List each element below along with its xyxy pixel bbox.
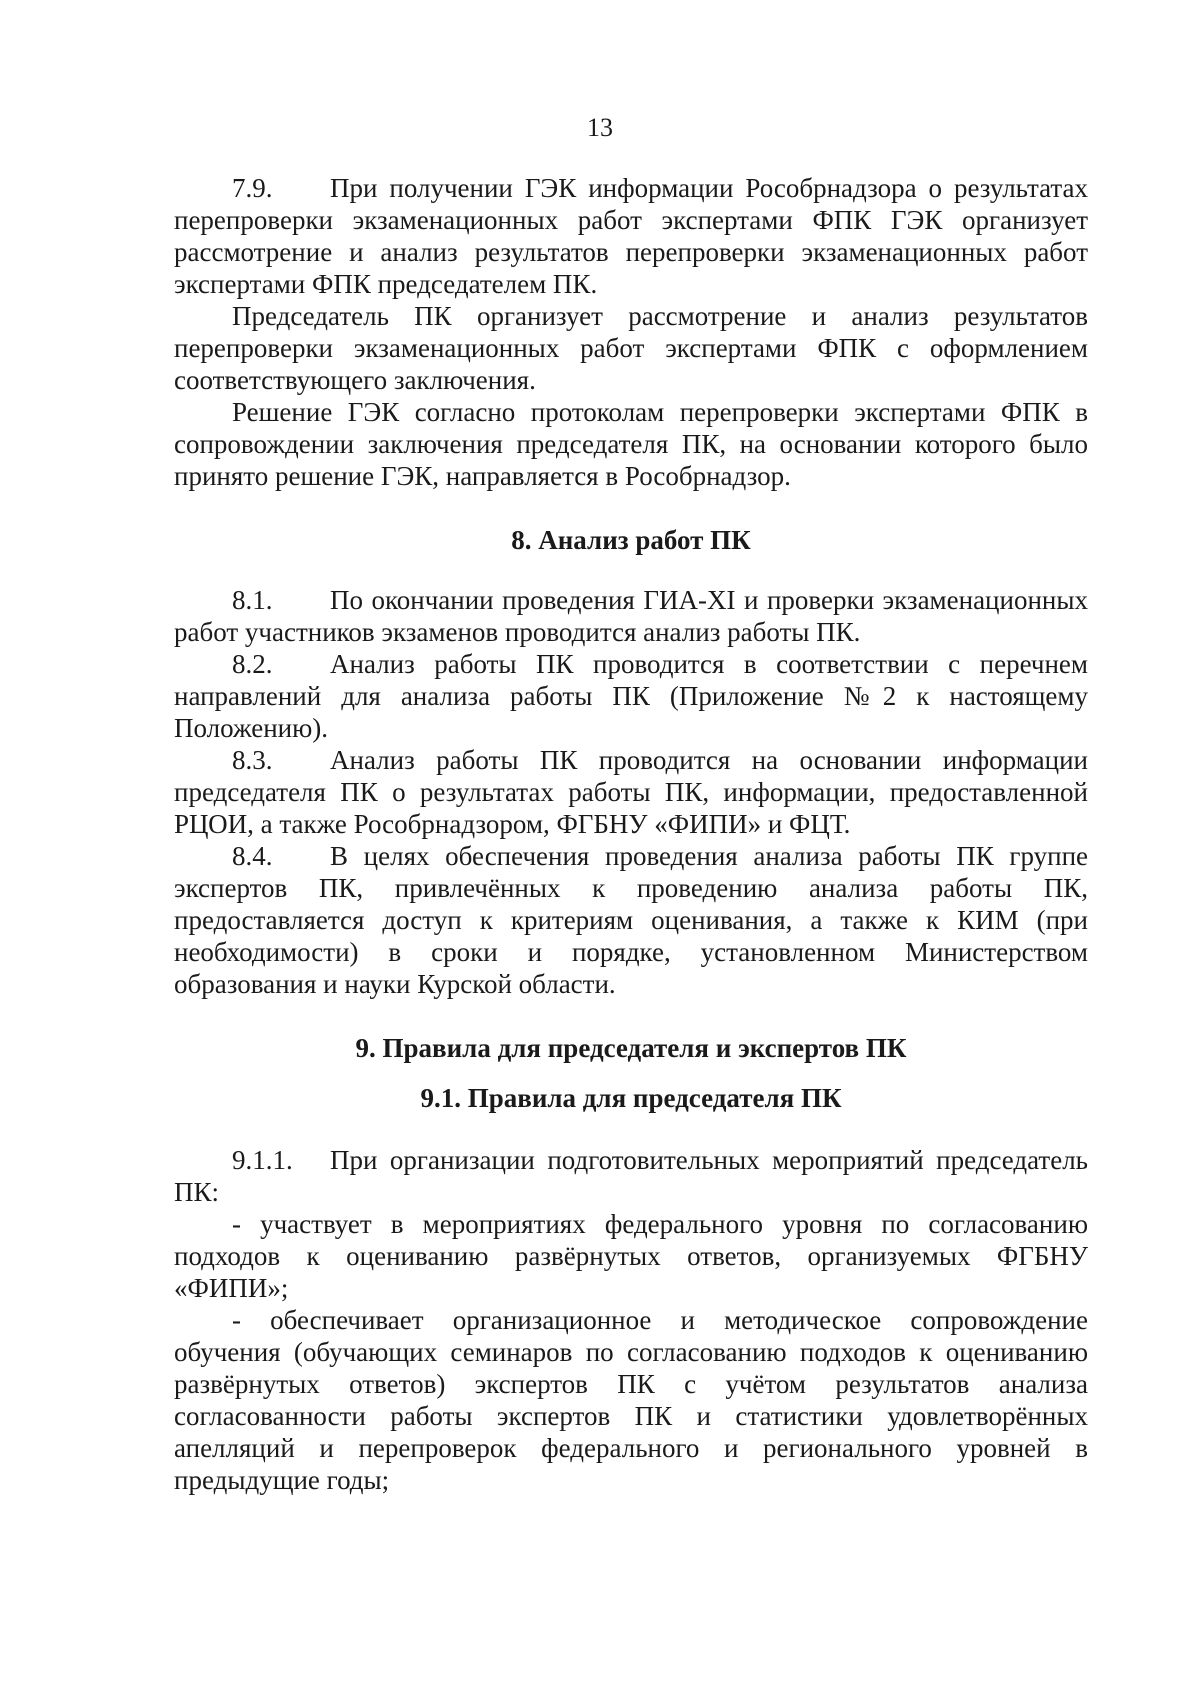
paragraph-8-1 <box>174 584 1088 648</box>
page-number: 13 <box>587 113 613 142</box>
bullet-item: - обеспечивает организационное и методическое сопровождение обучения (обучающих семинаров по согласованию подходов к оцениванию развёрнутых ответов) экспертов ПК с учётом результатов анализа согласованности работы экспертов ПК и статистики удовлетворённых апелляций и перепроверок федерального и регионального уровней в предыдущие годы; <box>174 1305 1088 1495</box>
section-heading-8: 8. Анализ работ ПК <box>511 525 751 555</box>
paragraph-text: По окончании проведения ГИА-XI и проверки экзаменационных работ участников экзаменов проводится анализ работы ПК. <box>174 585 1088 647</box>
bullet-item: - участвует в мероприятиях федерального уровня по согласованию подходов к оцениванию развёрнутых ответов, организуемых ФГБНУ «ФИПИ»; <box>174 1209 1088 1303</box>
paragraph-number: 8.3. <box>232 745 273 775</box>
paragraph-7-9 <box>174 172 1088 300</box>
document-body <box>174 172 1088 1496</box>
paragraph: Председатель ПК организует рассмотрение и анализ результатов перепроверки экзаменационных работ экспертами ФПК с оформлением соответствующего заключения. <box>174 301 1088 395</box>
paragraph-text: При организации подготовительных мероприятий председатель ПК: <box>174 1145 1088 1207</box>
paragraph: Решение ГЭК согласно протоколам перепроверки экспертами ФПК в сопровождении заключения председателя ПК, на основании которого было принято решение ГЭК, направляется в Рособрнадзор. <box>174 397 1088 491</box>
paragraph-number: 9.1.1. <box>232 1145 293 1175</box>
paragraph-number: 8.2. <box>232 649 273 679</box>
section-heading-9: 9. Правила для председателя и экспертов ПК <box>355 1033 907 1063</box>
paragraph-number: 8.1. <box>232 585 273 615</box>
paragraph-9-1-1 <box>174 1144 1088 1208</box>
paragraph-8-3 <box>174 744 1088 840</box>
subsection-heading-9-1: 9.1. Правила для председателя ПК <box>420 1083 842 1113</box>
paragraph-8-4 <box>174 840 1088 1000</box>
paragraph-8-2 <box>174 648 1088 744</box>
paragraph-text: Анализ работы ПК проводится на основании информации председателя ПК о результатах работы ПК, информации, предоставленной РЦОИ, а также Рособрнадзором, ФГБНУ «ФИПИ» и ФЦТ. <box>174 745 1088 839</box>
paragraph-text: При получении ГЭК информации Рособрнадзора о результатах перепроверки экзаменационных работ экспертами ФПК ГЭК организует рассмотрение и анализ результатов перепроверки экзаменационных работ экспертами ФПК председателем ПК. <box>174 173 1088 299</box>
paragraph-number: 8.4. <box>232 841 273 871</box>
paragraph-number: 7.9. <box>232 173 273 203</box>
paragraph-text: Анализ работы ПК проводится в соответствии с перечнем направлений для анализа работы ПК (Приложение №2 к настоящему Положению). <box>174 649 1088 743</box>
paragraph-text: В целях обеспечения проведения анализа работы ПК группе экспертов ПК, привлечённых к проведению анализа работы ПК, предоставляется доступ к критериям оценивания, а также к КИМ (при необходимости) в сроки и порядке, установленном Министерством образования и науки Курской области. <box>174 841 1088 999</box>
